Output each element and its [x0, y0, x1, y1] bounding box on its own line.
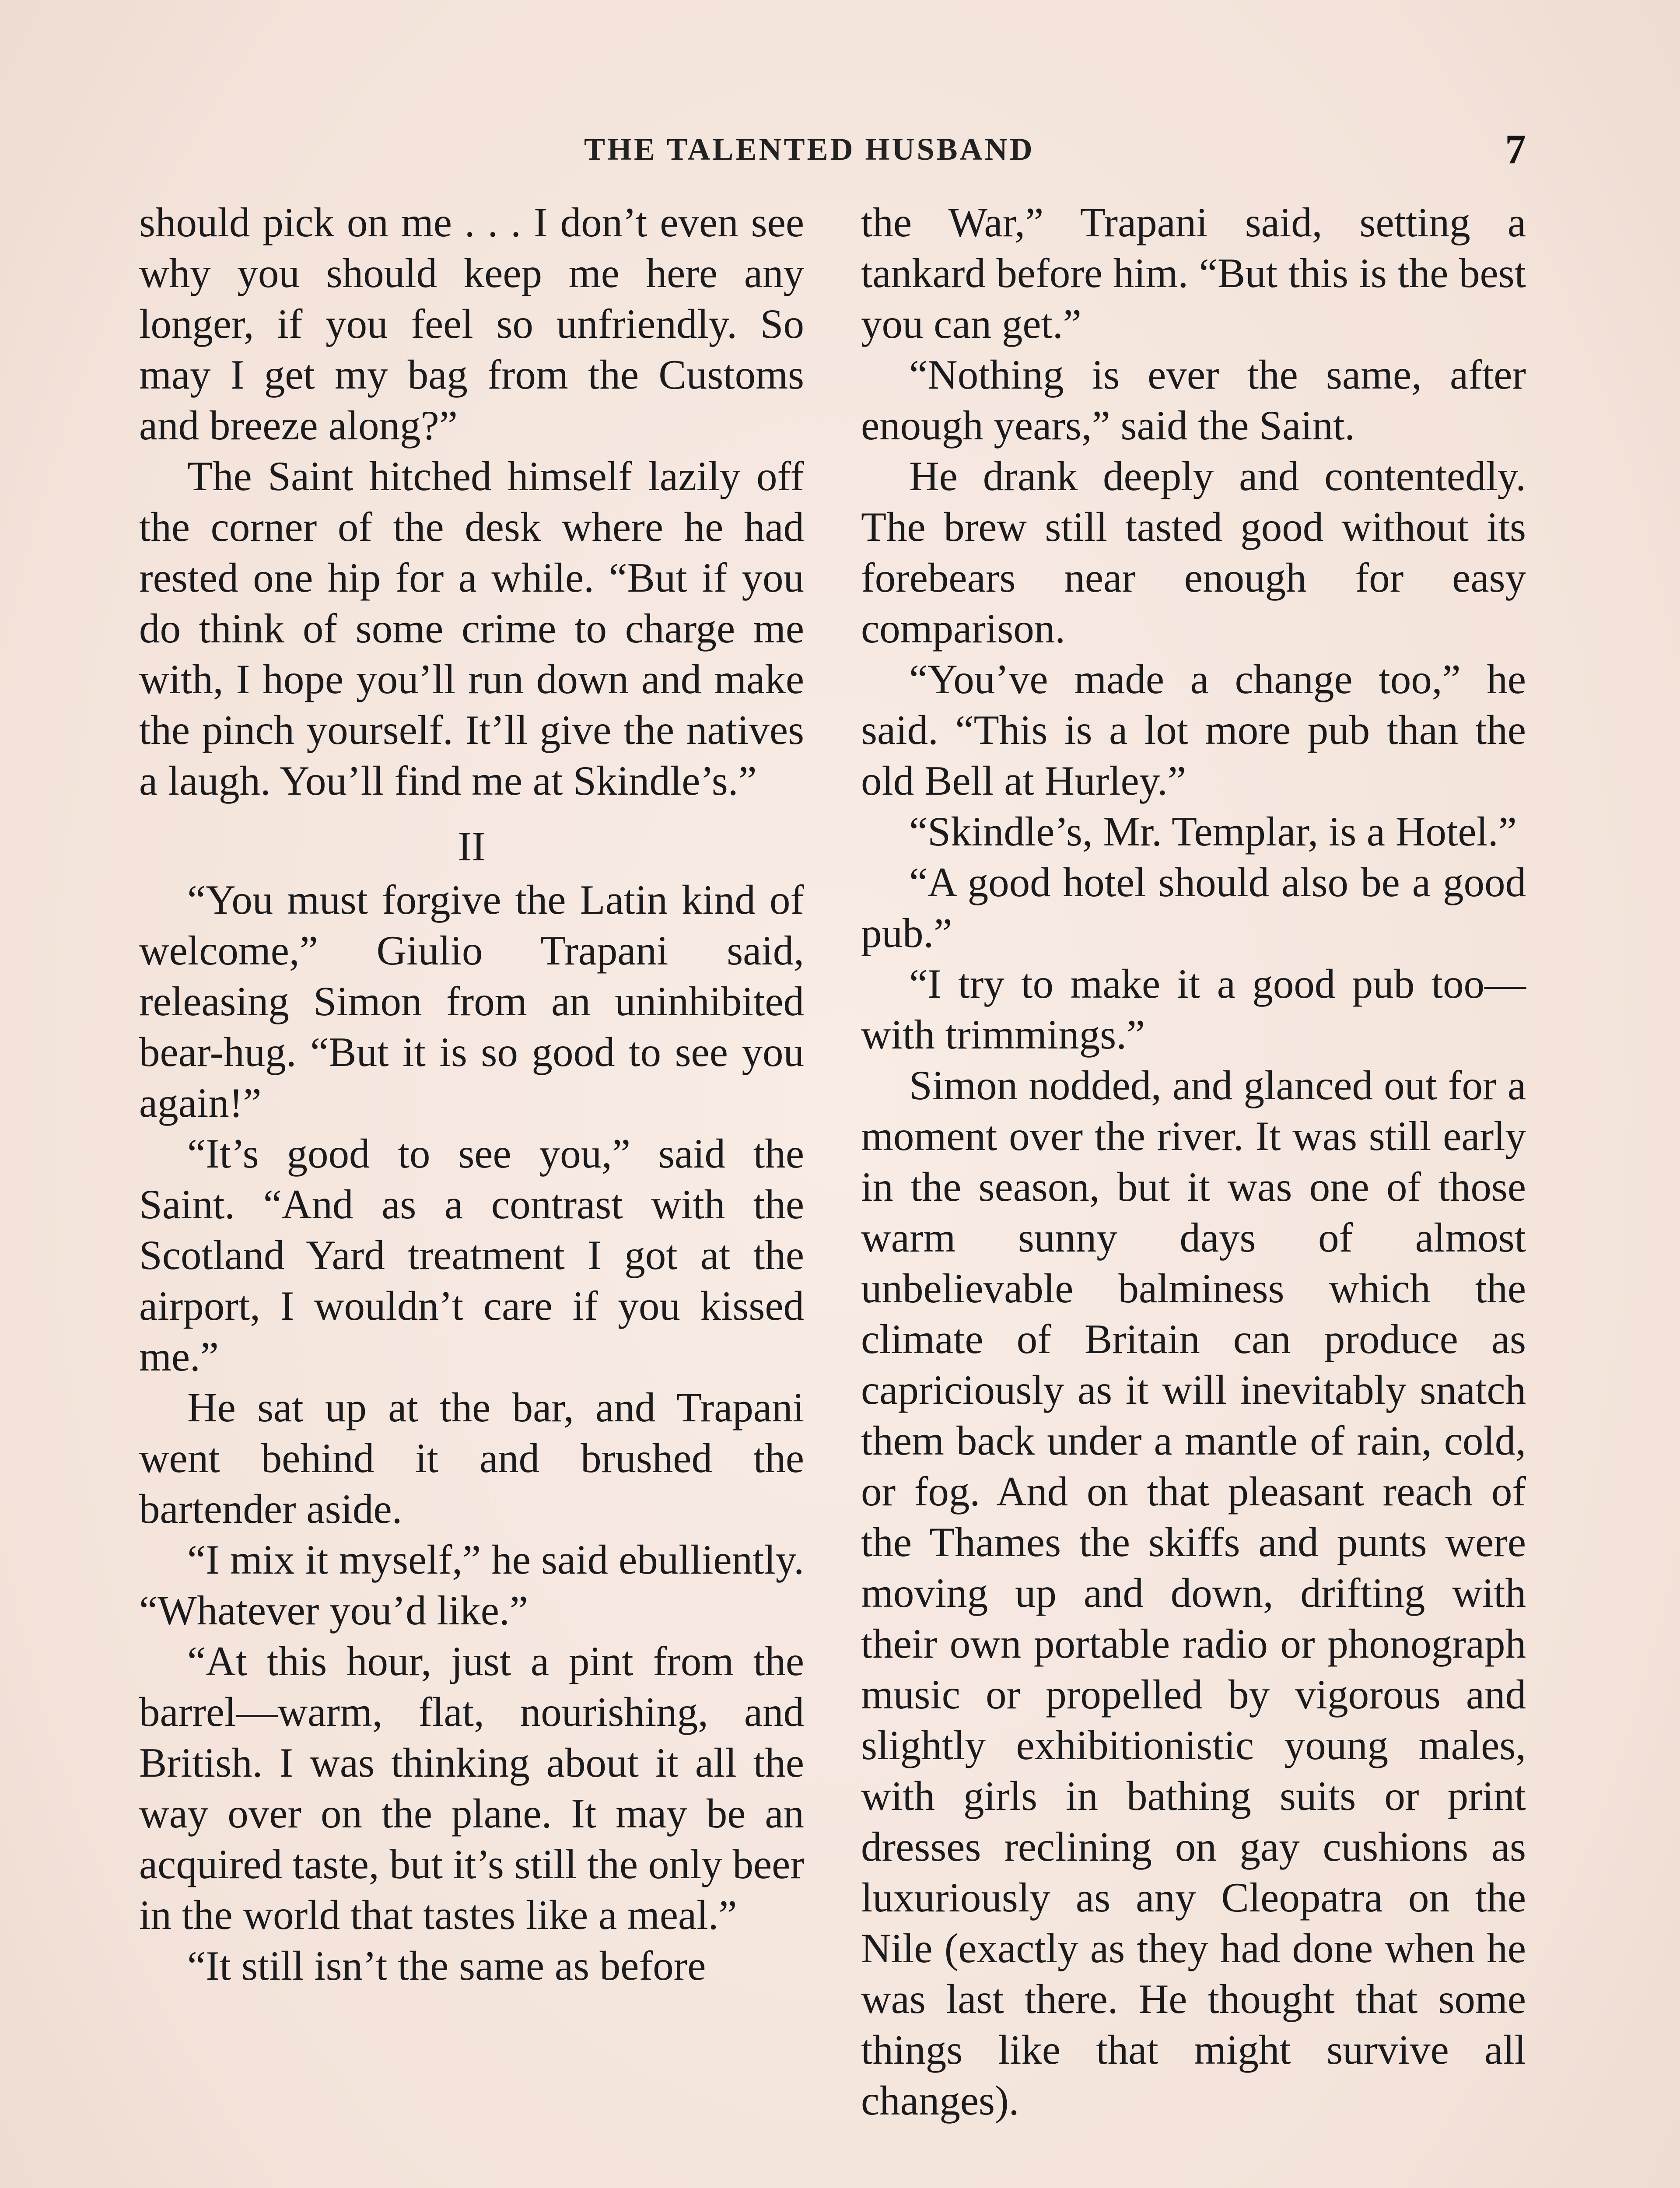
paragraph: “You’ve made a change too,” he said. “This is a lot more pub than the old Bell at Hurley.”	[861, 656, 1526, 804]
paragraph: He drank deeply and contentedly. The brew still tasted good without its forebears near enough for easy comparison.	[861, 453, 1526, 652]
section-number: II	[458, 823, 486, 870]
page-number: 7	[1505, 126, 1526, 172]
left-column	[139, 197, 804, 1991]
paragraph: “It’s good to see you,” said the Saint. “And as a contrast with the Scotland Yard treatment I got at the airport, I wouldn’t care if you kissed me.”	[139, 1130, 804, 1380]
right-column	[861, 197, 1526, 2126]
paragraph: “Nothing is ever the same, after enough years,” said the Saint.	[861, 351, 1526, 449]
paragraph: Simon nodded, and glanced out for a moment over the river. It was still early in the season, but it was one of those warm sunny days of almost unbelievable balminess which the climate of Britain can produce as capriciously as it will inevitably snatch them back under a mantle of rain, cold, or fog. And on that pleasant reach of the Thames the skiffs and punts were moving up and down, drifting with their own portable radio or phonograph music or propelled by vigorous and slightly exhibitionistic young males, with girls in bathing suits or print dresses reclining on gay cushions as luxuriously as any Cleopatra on the Nile (exactly as they had done when he was last there. He thought that some things like that might survive all changes).	[861, 1062, 1526, 2124]
running-title: THE TALENTED HUSBAND	[584, 132, 1035, 167]
paragraph: “At this hour, just a pint from the barrel—warm, flat, nourishing, and British. I was thinking about it all the way over on the plane. It may be an acquired taste, but it’s still the only beer in the world that tastes like a meal.”	[139, 1638, 804, 1938]
paragraph: He sat up at the bar, and Trapani went behind it and brushed the bartender aside.	[139, 1384, 804, 1532]
paragraph: the War,” Trapani said, setting a tankard before him. “But this is the best you can get.”	[861, 199, 1526, 347]
paragraph: should pick on me . . . I don’t even see why you should keep me here any longer, if you feel so unfriendly. So may I get my bag from the Customs and breeze along?”	[139, 199, 804, 449]
paragraph: “A good hotel should also be a good pub.”	[861, 859, 1526, 956]
paragraph: “I try to make it a good pub too—with trimmings.”	[861, 961, 1526, 1058]
paragraph: “Skindle’s, Mr. Templar, is a Hotel.”	[909, 808, 1517, 855]
paragraph: “It still isn’t the same as before	[187, 1943, 706, 1989]
paragraph: “I mix it myself,” he said ebulliently. “Whatever you’d like.”	[139, 1536, 804, 1634]
paragraph: “You must forgive the Latin kind of welcome,” Giulio Trapani said, releasing Simon from an uninhibited bear-hug. “But it is so good to see you again!”	[139, 877, 804, 1126]
paragraph: The Saint hitched himself lazily off the corner of the desk where he had rested one hip for a while. “But if you do think of some crime to charge me with, I hope you’ll run down and make the pinch yourself. It’ll give the natives a laugh. You’ll find me at Skindle’s.”	[139, 453, 804, 804]
